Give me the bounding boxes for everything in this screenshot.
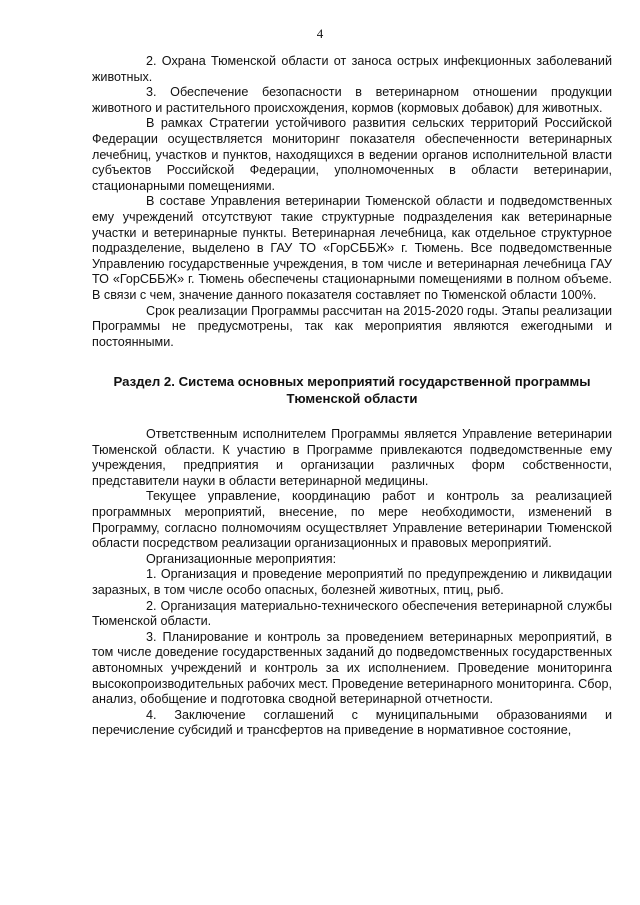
paragraph-executor: Ответственным исполнителем Программы является Управление ветеринарии Тюменской области. К участию в Программе привлекаются подведомственные ему учреждения, предприятия и организации различных форм собственности, представители науки в области ветеринарной медицины. bbox=[92, 427, 612, 488]
org-measures-title: Организационные мероприятия: bbox=[146, 551, 337, 566]
page-content bbox=[92, 54, 612, 739]
page-number: 4 bbox=[316, 26, 324, 41]
org-measure-item-2: 2. Организация материально-технического обеспечения ветеринарной службы Тюменской области. bbox=[92, 598, 612, 629]
paragraph-goal-2: 2. Охрана Тюменской области от заноса острых инфекционных заболеваний животных. bbox=[92, 54, 612, 84]
paragraph-strategy: В рамках Стратегии устойчивого развития сельских территорий Российской Федерации осуществляется мониторинг показателя обеспеченности ветеринарных лечебниц, участков и пунктов, находящихся в ведении органов исполнительной власти субъектов Российской Федерации, уполномоченных в области ветеринарии, стационарными помещениями. bbox=[92, 116, 612, 193]
section-heading-line-2: Тюменской области bbox=[286, 390, 418, 406]
paragraph-structure: В составе Управления ветеринарии Тюменской области и подведомственных ему учреждений отсутствуют такие структурные подразделения как ветеринарные участки и ветеринарные пункты. Ветеринарная лечебница, как отдельное структурное подразделение, выделено в ГАУ ТО «ГорСББЖ» г. Тюмень. Все подведомственные Управлению государственные учреждения, в том числе и ветеринарная лечебница ГАУ ТО «ГорСББЖ» г. Тюмень обеспечены стационарными помещениями в полном объеме. В связи с чем, значение данного показателя составляет по Тюменской области 100%. bbox=[92, 194, 612, 302]
paragraph-management: Текущее управление, координацию работ и контроль за реализацией программных мероприятий, внесение, по мере необходимости, изменений в Программу, согласно полномочиям осуществляет Управление ветеринарии Тюменской области посредством реализации организационных и правовых мероприятий. bbox=[92, 489, 612, 551]
paragraph-timeline: Срок реализации Программы рассчитан на 2015-2020 годы. Этапы реализации Программы не предусмотрены, так как мероприятия являются ежегодными и постоянными. bbox=[92, 303, 612, 349]
org-measure-item-4: 4. Заключение соглашений с муниципальными образованиями и перечисление субсидий и трансфертов на приведение в нормативное состояние, bbox=[92, 707, 612, 738]
section-heading bbox=[92, 374, 612, 407]
org-measure-item-3: 3. Планирование и контроль за проведением ветеринарных мероприятий, в том числе доведение государственных заданий до подведомственных государственных автономных учреждений и контроль за их исполнением. Проведение мониторинга высокопроизводительных рабочих мест. Проведение ветеринарного мониторинга. Сбор, анализ, обобщение и подготовка сводной ветеринарной отчетности. bbox=[92, 629, 612, 707]
org-measure-item-1: 1. Организация и проведение мероприятий по предупреждению и ликвидации заразных, в том числе особо опасных, болезней животных, птиц, рыб. bbox=[92, 567, 612, 598]
paragraph-goal-3: 3. Обеспечение безопасности в ветеринарном отношении продукции животного и растительного происхождения, кормов (кормовых добавок) для животных. bbox=[92, 85, 612, 115]
section-heading-line-1: Раздел 2. Система основных мероприятий государственной программы bbox=[113, 374, 591, 390]
